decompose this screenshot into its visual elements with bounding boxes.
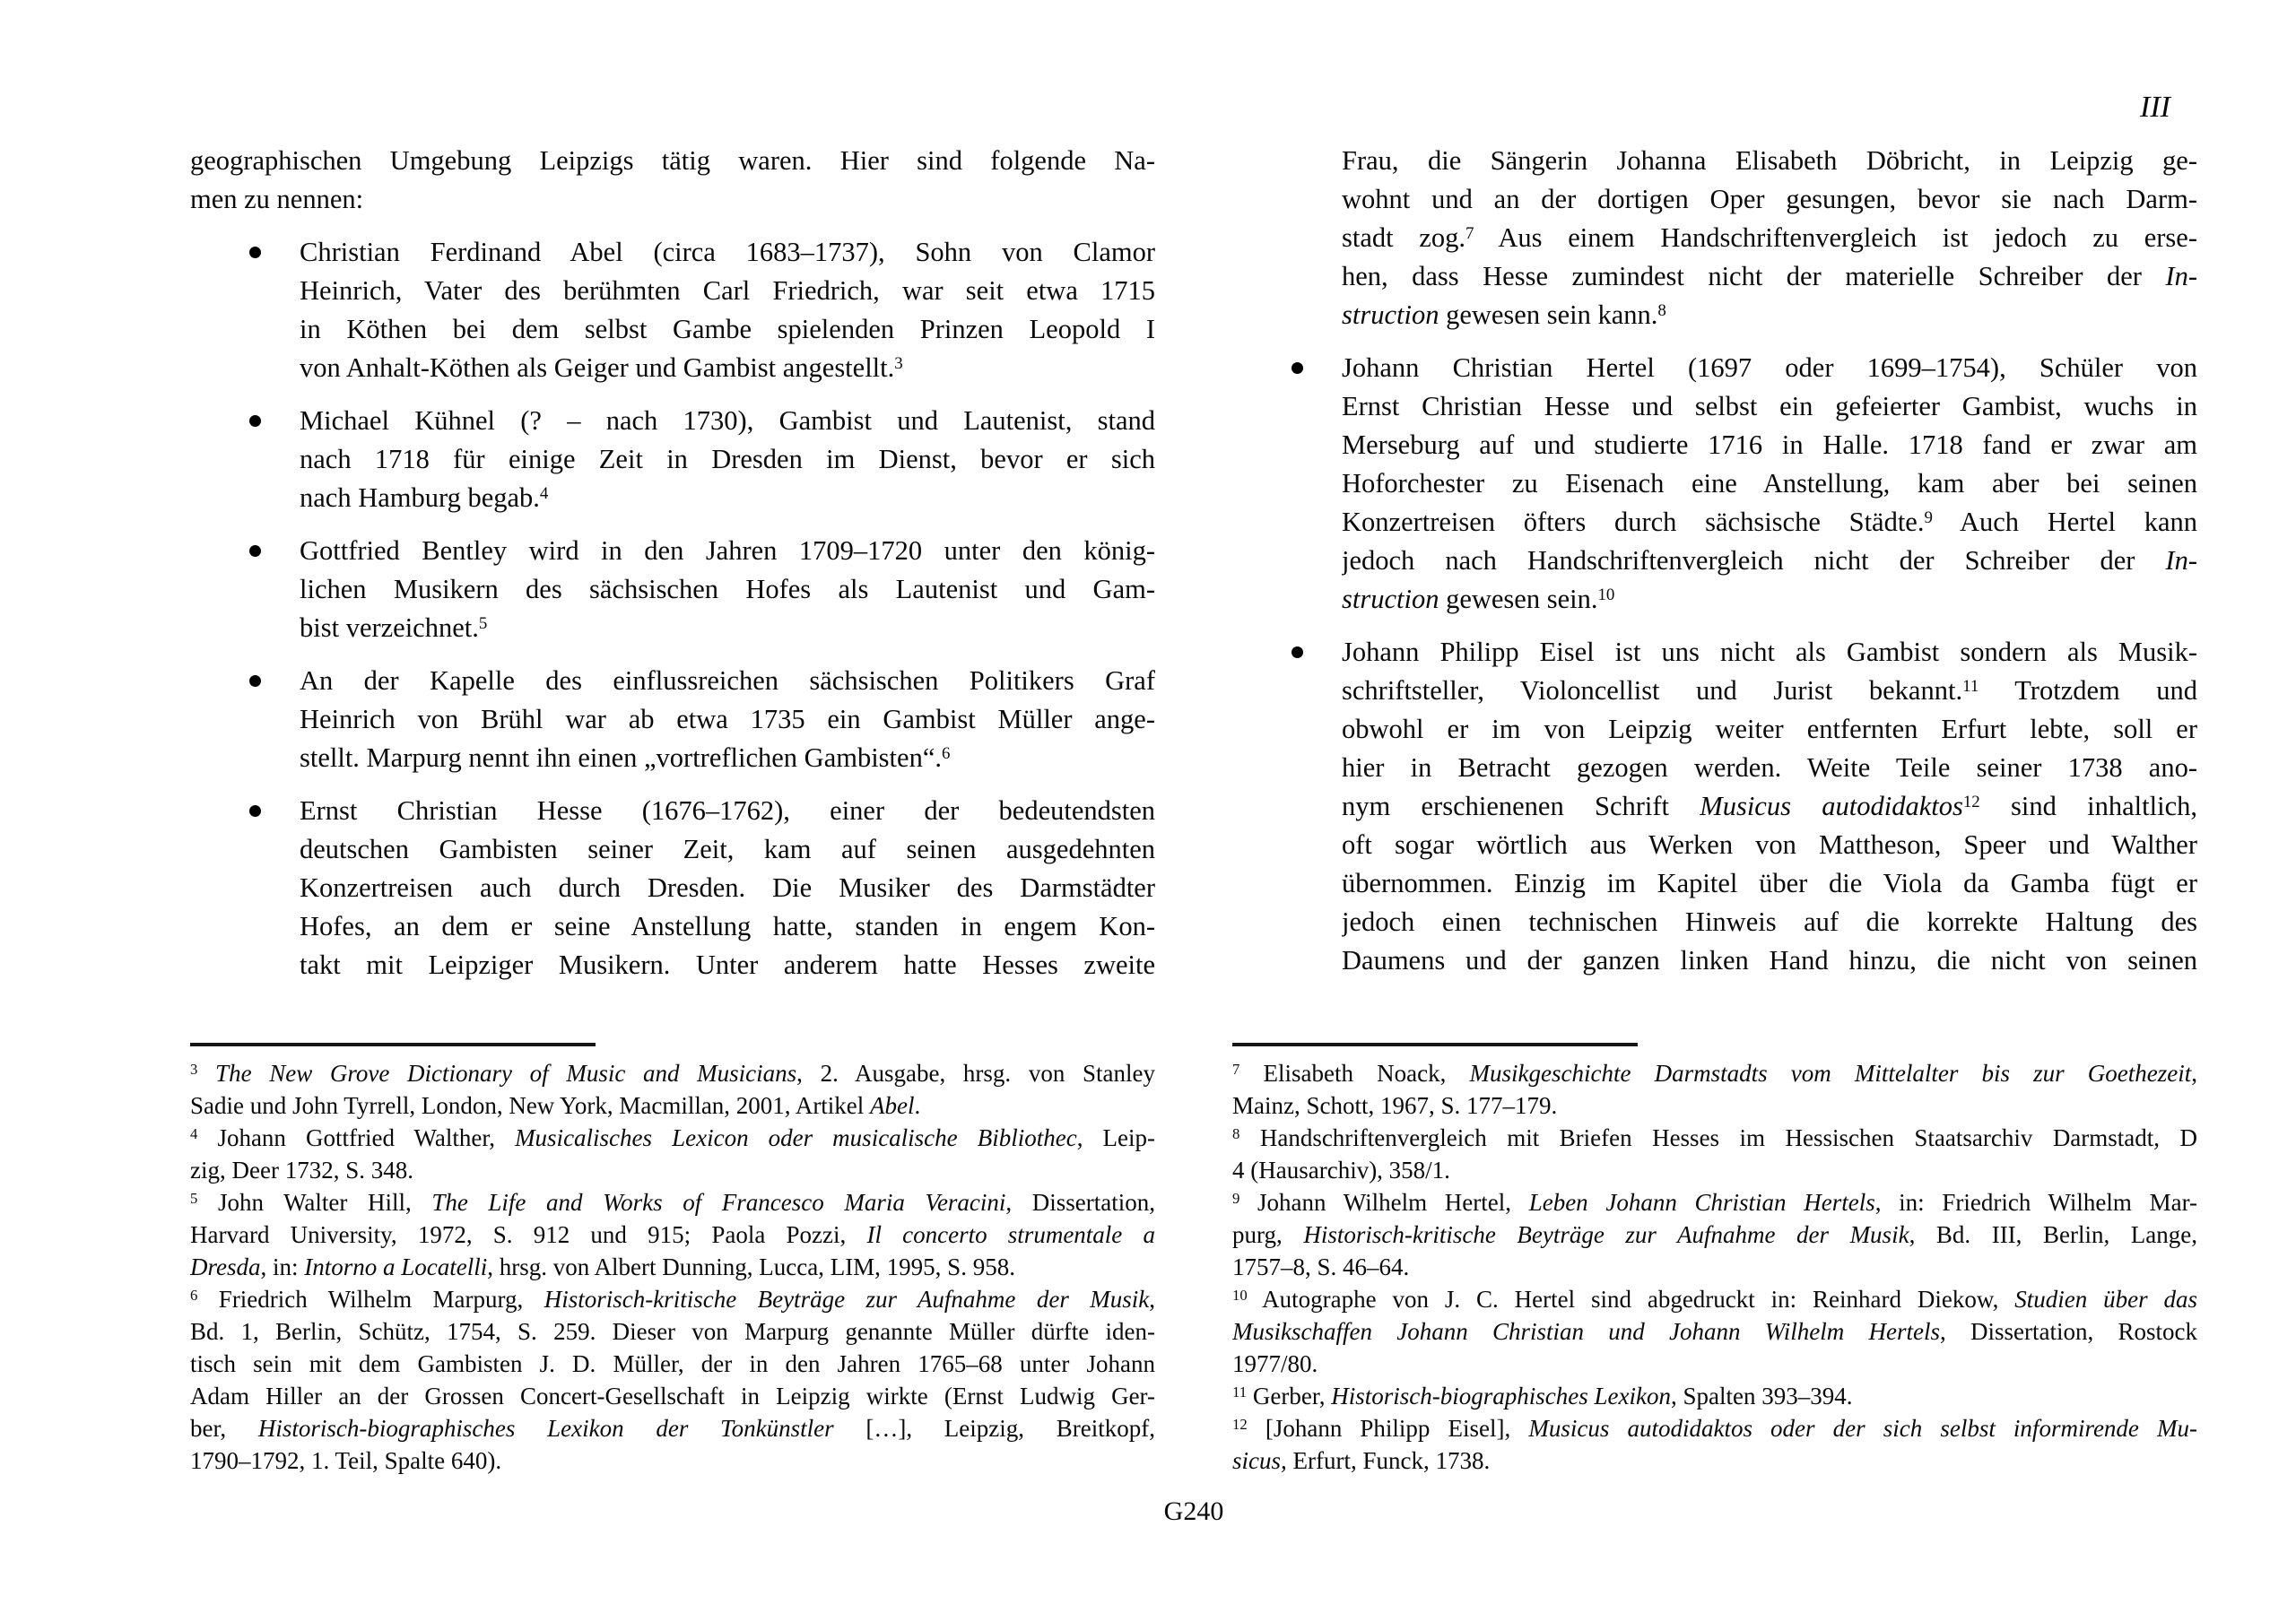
text-segment: Trotzdem und — [1979, 675, 2197, 706]
text-segment: gewesen sein kann. — [1439, 299, 1658, 330]
text-line — [1342, 542, 2197, 580]
text-segment: Musicus autodidaktos — [1700, 791, 1963, 821]
text-line — [190, 1283, 1155, 1315]
bullet-icon — [1292, 646, 1303, 658]
text-segment: Ernst Christian Hesse (1676–1762), einer der bedeutendsten — [300, 795, 1155, 826]
text-line — [300, 907, 1155, 946]
text-segment: 1977/80. — [1232, 1350, 1318, 1377]
text-segment — [197, 1060, 215, 1087]
text-segment: Frau, die Sängerin Johanna Elisabeth Döbricht, in Leipzig ge- — [1342, 145, 2197, 176]
bullet-icon — [249, 545, 261, 557]
text-segment: Friedrich Wilhelm Marpurg, — [197, 1286, 544, 1313]
text-segment: nym erschienenen Schrift — [1342, 791, 1700, 821]
footnote-ref: 4 — [190, 1124, 198, 1142]
text-segment: , hrsg. von Albert Dunning, Lucca, LIM, 1995, S. 958. — [487, 1253, 1015, 1280]
text-segment: Bd. 1, Berlin, Schütz, 1754, S. 259. Dieser von Marpurg genannte Müller dürfte iden- — [190, 1318, 1155, 1345]
footnote-ref: 3 — [190, 1060, 198, 1078]
bullet-item — [1232, 633, 2197, 980]
text-segment: Gerber, — [1247, 1383, 1332, 1409]
text-segment: Historisch-kritische Beyträge zur Aufnahme der Musik — [1303, 1221, 1909, 1248]
text-line — [190, 1186, 1155, 1219]
text-line — [1232, 1219, 2197, 1251]
text-line — [300, 609, 1155, 647]
text-line — [1342, 787, 2197, 826]
footnote — [190, 1283, 1155, 1477]
footnote — [1232, 1380, 2197, 1412]
text-segment: Dresda — [190, 1253, 261, 1280]
text-segment: Intorno a Locatelli — [304, 1253, 488, 1280]
text-line — [190, 1089, 1155, 1122]
footnote — [190, 1186, 1155, 1283]
text-segment: [Johann Philipp Eisel], — [1247, 1415, 1529, 1442]
text-segment: hen, dass Hesse zumindest nicht der materielle Schreiber der — [1342, 261, 2166, 291]
text-segment: stadt zog. — [1342, 222, 1465, 253]
text-line — [1342, 580, 2197, 619]
text-segment: lichen Musikern des sächsischen Hofes als Lautenist und Gam- — [300, 574, 1155, 604]
footnote-ref: 7 — [1465, 223, 1474, 243]
text-line — [190, 1315, 1155, 1348]
footnote — [190, 1122, 1155, 1186]
text-segment: tisch sein mit dem Gambisten J. D. Müller, der in den Jahren 1765–68 unter Johann — [190, 1350, 1155, 1377]
text-segment: Michael Kühnel (? – nach 1730), Gambist und Lautenist, stand — [300, 405, 1155, 436]
text-segment: , Bd. III, Berlin, Lange, — [1909, 1221, 2197, 1248]
text-segment: Historisch-kritische Beyträge zur Aufnahme der Musik — [544, 1286, 1150, 1313]
paragraph — [190, 142, 1155, 219]
text-line — [190, 1057, 1155, 1089]
footnote — [190, 1057, 1155, 1122]
text-line — [1232, 1444, 2197, 1477]
footnote-ref: 5 — [190, 1189, 198, 1207]
text-segment: , — [1149, 1286, 1155, 1313]
text-segment: Hoforchester zu Eisenach eine Anstellung, kam aber bei seinen — [1342, 468, 2197, 499]
page-number-roman: III — [2140, 91, 2170, 124]
text-segment: jedoch einen technischen Hinweis auf die korrekte Haltung des — [1342, 906, 2197, 937]
text-line — [1342, 826, 2197, 864]
text-line — [190, 1348, 1155, 1380]
footnote-ref: 5 — [478, 613, 488, 633]
text-segment: Autographe von J. C. Hertel sind abgedruckt in: Reinhard Diekow, — [1247, 1286, 2015, 1313]
text-line — [190, 1251, 1155, 1283]
footnote-ref: 4 — [539, 483, 549, 503]
text-segment: struction — [1342, 584, 1439, 614]
text-segment: ber, — [190, 1415, 258, 1442]
bullet-icon — [249, 247, 261, 258]
right-column — [1232, 142, 2197, 1474]
bullet-icon — [249, 805, 261, 817]
text-line — [190, 180, 1155, 219]
text-line — [1232, 1186, 2197, 1219]
text-segment: , in: Friedrich Wilhelm Mar- — [1874, 1189, 2197, 1216]
text-line — [300, 570, 1155, 609]
text-segment: Adam Hiller an der Grossen Concert-Gesellschaft in Leipzig wirkte (Ernst Ludwig Ger- — [190, 1383, 1155, 1409]
text-columns — [190, 142, 2197, 1540]
text-line — [1342, 903, 2197, 941]
bullet-item — [1232, 349, 2197, 619]
text-line — [1342, 180, 2197, 219]
text-line — [190, 1444, 1155, 1477]
text-line — [1232, 1283, 2197, 1315]
text-segment: John Walter Hill, — [197, 1189, 432, 1216]
footnote-ref: 6 — [941, 743, 951, 763]
text-line — [300, 349, 1155, 387]
text-segment: nach 1718 für einige Zeit in Dresden im Dienst, bevor er sich — [300, 444, 1155, 474]
text-segment: The Life and Works of Francesco Maria Veracini — [431, 1189, 1006, 1216]
text-segment: schriftsteller, Violoncellist und Jurist bekannt. — [1342, 675, 1963, 706]
footnote-ref: 9 — [1924, 507, 1933, 527]
text-segment: stellt. Marpurg nennt ihn einen „vortreflichen Gambisten“. — [300, 742, 942, 773]
text-segment: Elisabeth Noack, — [1239, 1060, 1470, 1087]
text-segment: Sadie und John Tyrrell, London, New York, Macmillan, 2001, Artikel — [190, 1092, 871, 1119]
text-segment: sicus, — [1232, 1447, 1287, 1474]
text-segment: Il concerto strumentale a — [866, 1221, 1155, 1248]
text-line — [300, 830, 1155, 869]
text-segment: übernommen. Einzig im Kapitel über die Viola da Gamba fügt er — [1342, 868, 2197, 898]
text-segment: hier in Betracht gezogen werden. Weite Teile seiner 1738 ano- — [1342, 752, 2197, 783]
text-segment: An der Kapelle des einflussreichen sächsischen Politikers Graf — [300, 665, 1155, 696]
text-line — [300, 700, 1155, 739]
text-segment: Christian Ferdinand Abel (circa 1683–1737), Sohn von Clamor — [300, 237, 1155, 267]
text-segment: Daumens und der ganzen linken Hand hinzu, die nicht von seinen — [1342, 945, 2197, 976]
text-line — [1342, 426, 2197, 464]
text-segment: bist verzeichnet. — [300, 612, 479, 643]
text-line — [300, 869, 1155, 907]
footnote — [1232, 1283, 2197, 1380]
text-segment: Gottfried Bentley wird in den Jahren 1709–1720 unter den könig- — [300, 535, 1155, 566]
text-segment: Handschriftenvergleich mit Briefen Hesses im Hessischen Staatsarchiv Darmstadt, D — [1239, 1124, 2197, 1151]
text-line — [300, 310, 1155, 349]
text-line — [1342, 710, 2197, 749]
text-segment: 4 (Hausarchiv), 358/1. — [1232, 1157, 1450, 1184]
footnote-ref: 12 — [1232, 1415, 1248, 1433]
text-segment: , Spalten 393–394. — [1670, 1383, 1853, 1409]
bullet-item — [190, 233, 1155, 387]
bullet-item — [190, 402, 1155, 517]
text-line — [1342, 219, 2197, 257]
text-line — [190, 142, 1155, 180]
text-segment: 1790–1792, 1. Teil, Spalte 640). — [190, 1447, 502, 1474]
text-segment: Merseburg auf und studierte 1716 in Halle. 1718 fand er zwar am — [1342, 429, 2197, 460]
text-line — [1232, 1154, 2197, 1186]
text-segment: , — [2191, 1060, 2197, 1087]
text-segment: Konzertreisen auch durch Dresden. Die Musiker des Darmstädter — [300, 872, 1155, 903]
text-line — [300, 479, 1155, 517]
text-segment: Studien über das — [2014, 1286, 2197, 1313]
text-line — [1232, 1315, 2197, 1348]
footnote-ref: 6 — [190, 1286, 198, 1304]
text-segment: in Köthen bei dem selbst Gambe spielenden Prinzen Leopold I — [300, 314, 1155, 344]
text-segment: Johann Wilhelm Hertel, — [1239, 1189, 1529, 1216]
text-line — [300, 662, 1155, 700]
text-line — [1342, 464, 2197, 503]
text-line — [190, 1154, 1155, 1186]
footnote-ref: 7 — [1232, 1060, 1240, 1078]
footnote-ref: 11 — [1962, 676, 1979, 696]
text-segment: 1757–8, S. 46–64. — [1232, 1253, 1410, 1280]
text-line — [1342, 672, 2197, 710]
footnote-block — [1232, 1043, 2197, 1477]
text-line — [300, 440, 1155, 479]
text-segment: zig, Deer 1732, S. 348. — [190, 1157, 413, 1184]
footnote — [1232, 1057, 2197, 1122]
text-segment: Musicus autodidaktos oder der sich selbst informirende Mu- — [1528, 1415, 2197, 1442]
text-segment: Aus einem Handschriftenvergleich ist jedoch zu erse- — [1474, 222, 2197, 253]
text-line — [1232, 1057, 2197, 1089]
text-line — [190, 1122, 1155, 1154]
text-segment: obwohl er im von Leipzig weiter entfernten Erfurt lebte, soll er — [1342, 714, 2197, 744]
text-segment: von Anhalt-Köthen als Geiger und Gambist angestellt. — [300, 352, 895, 383]
footnote-separator — [190, 1043, 596, 1046]
footnote — [1232, 1412, 2197, 1477]
text-segment: Leben Johann Christian Hertels — [1528, 1189, 1875, 1216]
text-segment: . — [914, 1092, 921, 1119]
text-segment: struction — [1342, 299, 1439, 330]
text-segment: , 2. Ausgabe, hrsg. von Stanley — [796, 1060, 1155, 1087]
text-segment: wohnt und an der dortigen Oper gesungen, bevor sie nach Darm- — [1342, 184, 2197, 214]
footnote-ref: 11 — [1232, 1383, 1248, 1401]
text-segment: sind inhaltlich, — [1979, 791, 2197, 821]
text-segment: Harvard University, 1972, S. 912 und 915; Paola Pozzi, — [190, 1221, 867, 1248]
text-segment: […], Leipzig, Breitkopf, — [833, 1415, 1155, 1442]
text-line — [1342, 941, 2197, 980]
footnote-ref: 8 — [1657, 300, 1666, 320]
text-segment: Musicalisches Lexicon oder musicalische Bibliothec — [515, 1124, 1077, 1151]
text-line — [1232, 1380, 2197, 1412]
text-line — [1232, 1348, 2197, 1380]
text-line — [300, 233, 1155, 272]
left-column — [190, 142, 1155, 1474]
text-segment: , Leip- — [1076, 1124, 1155, 1151]
footnote-ref: 9 — [1232, 1189, 1240, 1207]
bullet-item — [190, 532, 1155, 647]
footnote — [1232, 1122, 2197, 1186]
text-segment: Auch Hertel kann — [1932, 507, 2197, 537]
text-line — [1342, 257, 2197, 296]
text-segment: gewesen sein. — [1439, 584, 1598, 614]
text-line — [1342, 387, 2197, 426]
text-segment: oft sogar wörtlich aus Werken von Mattheson, Speer und Walther — [1342, 829, 2197, 860]
text-line — [1342, 142, 2197, 180]
text-line — [1342, 749, 2197, 787]
text-segment: Erfurt, Funck, 1738. — [1286, 1447, 1491, 1474]
footnote-separator — [1232, 1043, 1638, 1046]
text-segment: In- — [2165, 545, 2197, 576]
paragraph — [1232, 142, 2197, 334]
text-line — [1232, 1412, 2197, 1444]
text-segment: Johann Gottfried Walther, — [197, 1124, 516, 1151]
text-segment: Mainz, Schott, 1967, S. 177–179. — [1232, 1092, 1558, 1119]
text-line — [1342, 503, 2197, 542]
text-segment: Musikschaffen Johann Christian und Johann Wilhelm Hertels — [1232, 1318, 1940, 1345]
text-line — [1232, 1122, 2197, 1154]
text-segment: In- — [2165, 261, 2197, 291]
footnote-ref: 8 — [1232, 1124, 1240, 1142]
text-segment: Heinrich, Vater des berühmten Carl Friedrich, war seit etwa 1715 — [300, 275, 1155, 306]
text-segment: nach Hamburg begab. — [300, 482, 540, 513]
edition-number: G240 — [1163, 1496, 1224, 1526]
text-segment: purg, — [1232, 1221, 1304, 1248]
bullet-icon — [249, 415, 261, 427]
bullet-item — [190, 662, 1155, 777]
text-segment: Johann Christian Hertel (1697 oder 1699–1754), Schüler von — [1342, 352, 2197, 383]
text-line — [300, 792, 1155, 830]
text-line — [300, 402, 1155, 440]
footnote-block — [190, 1043, 1155, 1477]
text-line — [300, 946, 1155, 984]
text-line — [1342, 296, 2197, 334]
text-line — [1342, 864, 2197, 903]
text-segment: Musikgeschichte Darmstadts vom Mittelalter bis zur Goethezeit — [1469, 1060, 2192, 1087]
text-line — [190, 1412, 1155, 1444]
text-segment: geographischen Umgebung Leipzigs tätig waren. Hier sind folgende Na- — [190, 145, 1155, 176]
text-segment: The New Grove Dictionary of Music and Musicians — [215, 1060, 797, 1087]
text-segment: Abel — [870, 1092, 915, 1119]
text-line — [1232, 1089, 2197, 1122]
text-line — [190, 1219, 1155, 1251]
text-segment: Ernst Christian Hesse und selbst ein gefeierter Gambist, wuchs in — [1342, 391, 2197, 421]
bullet-icon — [249, 675, 261, 687]
footnote-ref: 10 — [1232, 1286, 1248, 1304]
text-segment: Heinrich von Brühl war ab etwa 1735 ein Gambist Müller ange- — [300, 704, 1155, 734]
text-line — [1232, 1251, 2197, 1283]
text-segment: Historisch-biographisches Lexikon der Tonkünstler — [257, 1415, 834, 1442]
text-line — [190, 1380, 1155, 1412]
text-segment: Hofes, an dem er seine Anstellung hatte, standen in engem Kon- — [300, 911, 1155, 941]
text-segment: , in: — [260, 1253, 305, 1280]
text-line — [300, 272, 1155, 310]
text-segment: Johann Philipp Eisel ist uns nicht als Gambist sondern als Musik- — [1342, 637, 2197, 667]
text-line — [300, 532, 1155, 570]
footnote-ref: 10 — [1597, 585, 1615, 604]
footnote — [1232, 1186, 2197, 1283]
text-segment: takt mit Leipziger Musikern. Unter anderem hatte Hesses zweite — [300, 950, 1155, 980]
text-segment: , Dissertation, Rostock — [1940, 1318, 2197, 1345]
text-segment: , Dissertation, — [1005, 1189, 1155, 1216]
text-line — [300, 739, 1155, 777]
bullet-item — [190, 792, 1155, 984]
footnote-ref: 12 — [1962, 792, 1980, 811]
text-segment: jedoch nach Handschriftenvergleich nicht der Schreiber der — [1342, 545, 2166, 576]
bullet-icon — [1292, 362, 1303, 374]
text-line — [1342, 633, 2197, 672]
text-segment: Konzertreisen öfters durch sächsische Städte. — [1342, 507, 1925, 537]
text-line — [1342, 349, 2197, 387]
text-segment: Historisch-biographisches Lexikon — [1331, 1383, 1671, 1409]
text-segment: men zu nennen: — [190, 184, 364, 214]
footnote-ref: 3 — [894, 353, 903, 373]
text-segment: deutschen Gambisten seiner Zeit, kam auf seinen ausgedehnten — [300, 834, 1155, 864]
